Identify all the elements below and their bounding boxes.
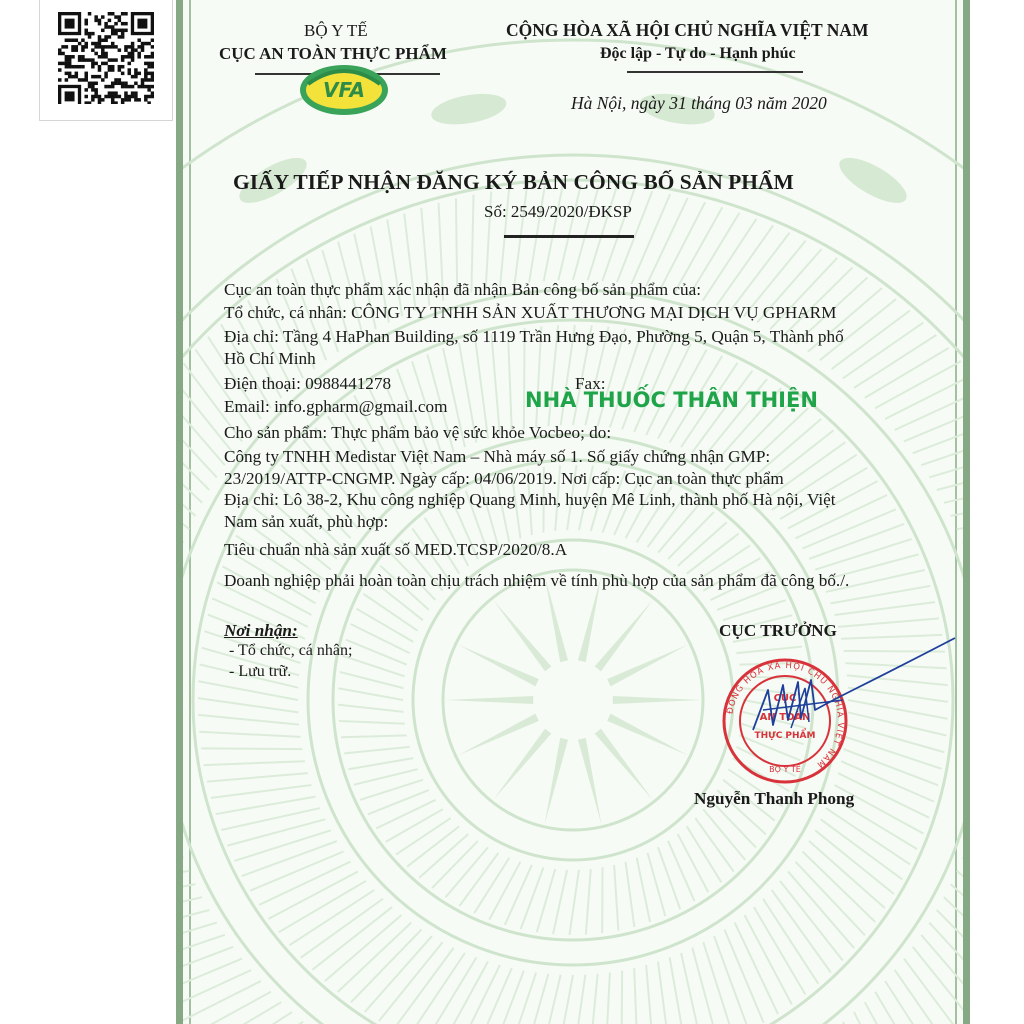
- manufacturer-line-1: Công ty TNHH Medistar Việt Nam – Nhà máy số 1. Số giấy chứng nhận GMP:: [224, 447, 771, 466]
- seal-center-2: AN TOÀN: [759, 712, 811, 723]
- motto-underline: [627, 71, 803, 73]
- title-separator: [504, 235, 634, 238]
- seal-ring-text: ĐỒNG HÒA XÃ HỘI CHỦ NGHĨA VIỆT NAM: [725, 660, 846, 770]
- vfa-logo: [294, 62, 394, 117]
- recipients-label: Nơi nhận:: [224, 621, 298, 640]
- recipient-item-1: - Tổ chức, cá nhân;: [229, 642, 353, 659]
- issue-date: Hà Nội, ngày 31 tháng 03 năm 2020: [571, 93, 827, 113]
- vfa-logo-text: VFA: [322, 78, 366, 102]
- email-line: Email: info.gpharm@gmail.com: [224, 397, 448, 416]
- manufacturer-line-3: Địa chỉ: Lô 38-2, Khu công nghiệp Quang Minh, huyện Mê Linh, thành phố Hà nội, Việt: [224, 490, 836, 509]
- manufacturer-line-2: 23/2019/ATTP-CNGMP. Ngày cấp: 04/06/2019. Nơi cấp: Cục an toàn thực phẩm: [224, 469, 784, 488]
- republic-name: CỘNG HÒA XÃ HỘI CHỦ NGHĨA VIỆT NAM: [506, 20, 869, 40]
- manufacturer-line-4: Nam sản xuất, phù hợp:: [224, 512, 389, 531]
- qr-code-card: [39, 0, 173, 121]
- motto: Độc lập - Tự do - Hạnh phúc: [600, 45, 796, 62]
- address-line-1: Địa chỉ: Tầng 4 HaPhan Building, số 1119 Trần Hưng Đạo, Phường 5, Quận 5, Thành phố: [224, 327, 844, 346]
- ministry-name: BỘ Y TẾ: [304, 21, 368, 40]
- organization-line: Tổ chức, cá nhân: CÔNG TY TNHH SẢN XUẤT THƯƠNG MẠI DỊCH VỤ GPHARM: [224, 303, 837, 322]
- responsibility-line: Doanh nghiệp phải hoàn toàn chịu trách nhiệm về tính phù hợp của sản phẩm đã công bố./.: [224, 571, 850, 590]
- address-line-2: Hồ Chí Minh: [224, 349, 316, 368]
- agency-name: CỤC AN TOÀN THỰC PHẨM: [219, 44, 447, 63]
- recipient-item-2: - Lưu trữ.: [229, 663, 292, 680]
- qr-code-icon: [58, 12, 154, 104]
- document-number: Số: 2549/2020/ĐKSP: [484, 202, 632, 221]
- seal-center-3: THỰC PHẨM: [754, 731, 816, 741]
- signature: [743, 630, 963, 760]
- seal-bottom-text: BỘ Y TẾ: [769, 765, 801, 774]
- intro-line: Cục an toàn thực phẩm xác nhận đã nhận Bản công bố sản phẩm của:: [224, 280, 702, 299]
- phone-line: Điện thoại: 0988441278: [224, 374, 392, 393]
- certificate-page: [176, 0, 970, 1024]
- fax-line: Fax:: [575, 374, 606, 393]
- signer-name: Nguyễn Thanh Phong: [694, 789, 855, 808]
- pharmacy-watermark: NHÀ THUỐC THÂN THIỆN: [525, 388, 818, 412]
- standard-line: Tiêu chuẩn nhà sản xuất số MED.TCSP/2020/8.A: [224, 540, 568, 559]
- document-title: GIẤY TIẾP NHẬN ĐĂNG KÝ BẢN CÔNG BỐ SẢN PHẨM: [233, 170, 794, 194]
- signer-title: CỤC TRƯỞNG: [719, 621, 837, 640]
- seal-center-1: CỤC: [773, 693, 797, 704]
- product-line: Cho sản phẩm: Thực phẩm bảo vệ sức khỏe Vocbeo; do:: [224, 423, 612, 442]
